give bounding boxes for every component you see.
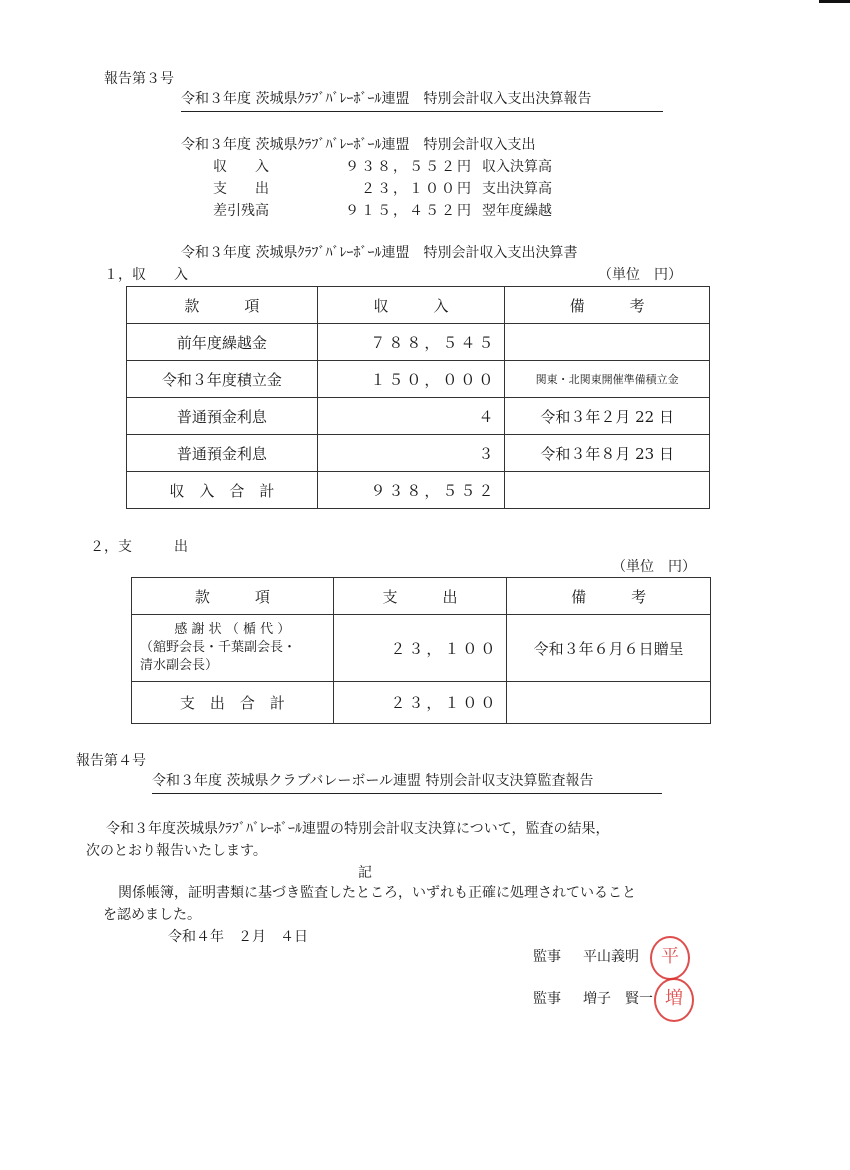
- report4-date: 令和４年 ２月 ４日: [168, 929, 308, 945]
- top-edge-mark: [819, 0, 850, 3]
- expense-total-amount: ２３，１００: [333, 682, 507, 724]
- summary-income-amount: ９３８，５５２円: [345, 159, 473, 175]
- income-unit: （単位 円）: [598, 267, 682, 283]
- summary-income-label: 収 入: [213, 159, 269, 175]
- report4-ki: 記: [358, 865, 372, 881]
- table-row: [127, 435, 710, 472]
- expense-item-line3: 清水副会長）: [140, 658, 219, 673]
- statement-title: 令和３年度 茨城県ｸﾗﾌﾞﾊﾞﾚｰﾎﾞｰﾙ連盟 特別会計収入支出決算書: [181, 245, 578, 261]
- income-header-amount: 収 入: [317, 287, 505, 324]
- expense-section-label: ２，支 出: [90, 539, 188, 555]
- summary-heading: 令和３年度 茨城県ｸﾗﾌﾞﾊﾞﾚｰﾎﾞｰﾙ連盟 特別会計収入支出: [181, 137, 536, 153]
- summary-expense-amount: ２３，１００円: [361, 181, 473, 197]
- income-table: [126, 286, 710, 509]
- summary-balance-amount: ９１５，４５２円: [345, 203, 473, 219]
- income-note: [505, 324, 710, 361]
- auditor1-title: 監事: [533, 949, 561, 965]
- expense-header-item: 款 項: [132, 578, 334, 615]
- expense-total-label: 支 出 合 計: [132, 682, 334, 724]
- income-total-amount: ９３８，５５２: [317, 472, 505, 509]
- report3-number: 報告第３号: [104, 71, 174, 87]
- income-item: 普通預金利息: [127, 398, 318, 435]
- table-row: [127, 361, 710, 398]
- report4-result-line2: を認めました。: [103, 907, 201, 923]
- table-row: [127, 324, 710, 361]
- income-item: 普通預金利息: [127, 435, 318, 472]
- table-row: [127, 398, 710, 435]
- table-row: [132, 615, 711, 682]
- summary-balance-note: 翌年度繰越: [482, 203, 552, 219]
- income-amount: １５０，０００: [317, 361, 505, 398]
- report3-title: 令和３年度 茨城県ｸﾗﾌﾞﾊﾞﾚｰﾎﾞｰﾙ連盟 特別会計収入支出決算報告: [181, 90, 663, 112]
- summary-expense-label: 支 出: [213, 181, 269, 197]
- income-total-note: [505, 472, 710, 509]
- report4-title: 令和３年度 茨城県クラブバレーボール連盟 特別会計収支決算監査報告: [152, 772, 662, 794]
- expense-header-amount: 支 出: [333, 578, 507, 615]
- income-item: 前年度繰越金: [127, 324, 318, 361]
- income-note: 関東・北関東開催準備積立金: [505, 361, 710, 398]
- report4-result-line1: 関係帳簿，証明書類に基づき監査したところ，いずれも正確に処理されていること: [118, 885, 636, 901]
- expense-amount: ２３，１００: [333, 615, 507, 682]
- income-header-note: 備 考: [505, 287, 710, 324]
- expense-item-line2: （舘野会長・千葉副会長・: [140, 640, 297, 655]
- income-header-item: 款 項: [127, 287, 318, 324]
- summary-income-note: 収入決算高: [482, 159, 552, 175]
- auditor2-title: 監事: [533, 991, 561, 1007]
- income-note: 令和３年２月 22 日: [505, 398, 710, 435]
- auditor1-name: 平山義明: [583, 949, 639, 965]
- income-amount: ３: [317, 435, 505, 472]
- report4-body-line1: 令和３年度茨城県ｸﾗﾌﾞﾊﾞﾚｰﾎﾞｰﾙ連盟の特別会計収支決算について，監査の結果，: [106, 821, 610, 837]
- expense-total-note: [507, 682, 711, 724]
- income-item: 令和３年度積立金: [127, 361, 318, 398]
- income-section-label: １，収 入: [104, 267, 188, 283]
- expense-note: 令和３年６月６日贈呈: [507, 615, 711, 682]
- expense-item-line1: 感 謝 状 （ 楯 代 ）: [174, 622, 291, 637]
- expense-item: [132, 615, 334, 682]
- expense-unit: （単位 円）: [612, 559, 696, 575]
- income-header-row: [127, 287, 710, 324]
- expense-header-note: 備 考: [507, 578, 711, 615]
- summary-expense-note: 支出決算高: [482, 181, 552, 197]
- report4-body-line2: 次のとおり報告いたします。: [86, 843, 267, 859]
- expense-table: [131, 577, 711, 724]
- report4-number: 報告第４号: [76, 753, 146, 769]
- income-note: 令和３年８月 23 日: [505, 435, 710, 472]
- income-total-row: [127, 472, 710, 509]
- income-amount: ７８８，５４５: [317, 324, 505, 361]
- income-amount: ４: [317, 398, 505, 435]
- summary-balance-label: 差引残高: [213, 203, 269, 219]
- expense-total-row: [132, 682, 711, 724]
- auditor1-seal: 平: [650, 936, 690, 980]
- auditor2-name: 増子 賢一: [583, 991, 653, 1007]
- auditor2-seal: 増: [654, 978, 694, 1022]
- income-total-label: 収 入 合 計: [127, 472, 318, 509]
- expense-header-row: [132, 578, 711, 615]
